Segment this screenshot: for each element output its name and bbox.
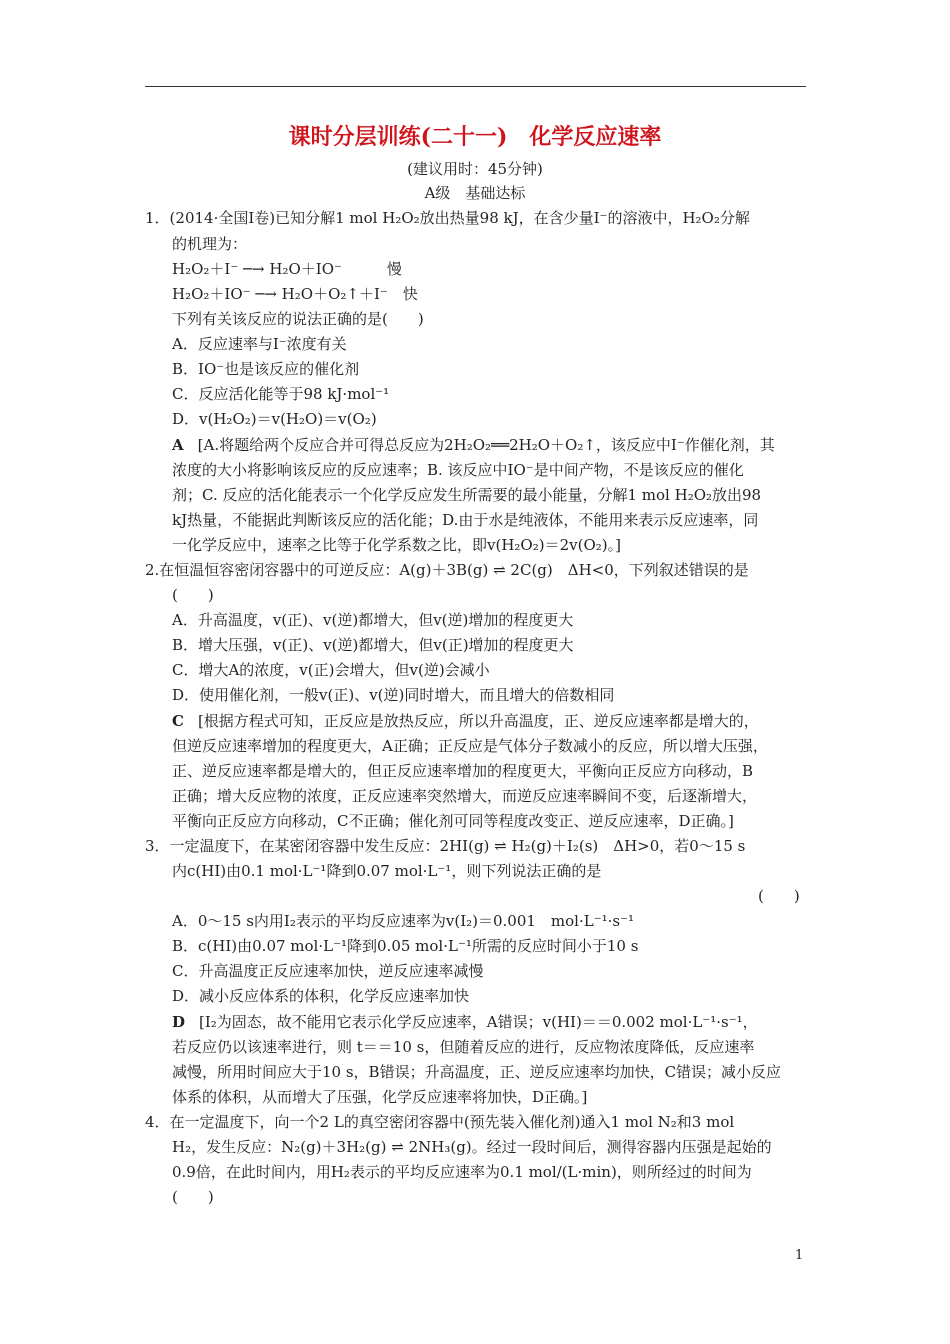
q3-option-c: C．升高温度正反应速率加快，逆反应速率减慢 (172, 962, 484, 980)
q1-option-b: B．IO⁻也是该反应的催化剂 (172, 360, 360, 378)
q1-explanation-line4: kJ热量，不能据此判断该反应的活化能；D.由于水是纯液体，不能用来表示反应速率，同 (172, 511, 759, 529)
q1-stem-line1: 1．(2014·全国Ⅰ卷)已知分解1 mol H₂O₂放出热量98 kJ，在含少量I⁻的溶液中，H₂O₂分解 (145, 209, 750, 227)
q3-stem-line2: 内c(HI)由0.1 mol·L⁻¹降到0.07 mol·L⁻¹，则下列说法正确的是 (172, 862, 602, 880)
q3-option-d: D．减小反应体系的体积，化学反应速率加快 (172, 987, 470, 1005)
q3-stem-line1: 3．一定温度下，在某密闭容器中发生反应：2HI(g) ⇌ H₂(g)＋I₂(s) ΔH>0，若0～15 s (145, 837, 746, 855)
q2-option-a: A．升高温度，v(正)、v(逆)都增大，但v(逆)增加的程度更大 (172, 611, 574, 629)
q1-explanation-line1: A [A.将题给两个反应合并可得总反应为2H₂O₂══2H₂O＋O₂↑，该反应中I⁻作催化剂，其 (172, 436, 775, 454)
q1-option-d: D．v(H₂O₂)＝v(H₂O)＝v(O₂) (172, 410, 377, 428)
q1-stem-line2: 的机理为： (172, 235, 248, 253)
q2-option-b: B．增大压强，v(正)、v(逆)都增大，但v(正)增加的程度更大 (172, 636, 574, 654)
q3-option-a: A．0～15 s内用I₂表示的平均反应速率为v(I₂)＝0.001 mol·L⁻¹·s⁻¹ (172, 912, 635, 930)
top-rule (145, 86, 806, 87)
q2-stem-line2: ( ) (172, 586, 214, 604)
q2-explanation-line1: C [根据方程式可知，正反应是放热反应，所以升高温度，正、逆反应速率都是增大的， (172, 712, 759, 730)
q1-explanation-line2: 浓度的大小将影响该反应的反应速率；B. 该反应中IO⁻是中间产物，不是该反应的催化 (172, 461, 744, 479)
q2-explanation-line4: 正确；增大反应物的浓度，正反应速率突然增大，而逆反应速率瞬间不变，后逐渐增大， (172, 787, 758, 805)
q1-explanation-line5: 一化学反应中，速率之比等于化学系数之比，即v(H₂O₂)＝2v(O₂)。] (172, 536, 621, 554)
page-number: 1 (795, 1248, 804, 1263)
q2-explanation-line3: 正、逆反应速率都是增大的，但正反应速率增加的程度更大，平衡向正反应方向移动，B (172, 762, 754, 780)
q1-explanation-line3: 剂；C. 反应的活化能表示一个化学反应发生所需要的最小能量，分解1 mol H₂O₂放出98 (172, 486, 762, 504)
q2-explanation-line5: 平衡向正反应方向移动，C不正确；催化剂可同等程度改变正、逆反应速率，D正确。] (172, 812, 734, 830)
q2-option-c: C．增大A的浓度，v(正)会增大，但v(逆)会减小 (172, 661, 490, 679)
q4-stem-line4: ( ) (172, 1188, 214, 1206)
q4-stem-line2: H₂，发生反应：N₂(g)＋3H₂(g) ⇌ 2NH₃(g)。经过一段时间后，测得容器内压强是起始的 (172, 1138, 772, 1156)
q2-option-d: D．使用催化剂，一般v(正)、v(逆)同时增大，而且增大的倍数相同 (172, 686, 615, 704)
q3-explanation-line2: 若反应仍以该速率进行，则 t＝＝10 s，但随着反应的进行，反应物浓度降低，反应速率 (172, 1038, 755, 1056)
q3-answer-bracket: ( ) (758, 887, 800, 905)
page-title: 课时分层训练(二十一) 化学反应速率 (288, 124, 662, 150)
q2-answer: C (172, 712, 184, 730)
q4-stem-line1: 4．在一定温度下，向一个2 L的真空密闭容器中(预先装入催化剂)通入1 mol N₂和3 mol (145, 1113, 735, 1131)
q4-stem-line3: 0.9倍，在此时间内，用H₂表示的平均反应速率为0.1 mol/(L·min)，则所经过的时间为 (172, 1163, 752, 1181)
q1-equation-1: H₂O₂＋I⁻ ─→ H₂O＋IO⁻ 慢 (172, 260, 402, 278)
q3-explanation-line4: 体系的体积，从而增大了压强，化学反应速率将加快，D正确。] (172, 1088, 588, 1106)
q3-explanation-line3: 减慢，所用时间应大于10 s，B错误；升高温度，正、逆反应速率均加快，C错误；减小反应 (172, 1063, 782, 1081)
q3-option-b: B．c(HI)由0.07 mol·L⁻¹降到0.05 mol·L⁻¹所需的反应时间小于10 s (172, 937, 639, 955)
q3-answer: D (172, 1013, 186, 1031)
q1-answer: A (172, 436, 184, 454)
q1-equation-2: H₂O₂＋IO⁻ ─→ H₂O＋O₂↑＋I⁻ 快 (172, 285, 418, 303)
q1-prompt: 下列有关该反应的说法正确的是( ) (172, 310, 424, 328)
q2-stem-line1: 2.在恒温恒容密闭容器中的可逆反应：A(g)＋3B(g) ⇌ 2C(g) ΔH<0，下列叙述错误的是 (145, 561, 749, 579)
section-level: A级 基础达标 (424, 184, 526, 202)
q3-explanation-line1: D [I₂为固态，故不能用它表示化学反应速率，A错误；v(HI)＝＝0.002 mol·L⁻¹·s⁻¹， (172, 1013, 758, 1031)
q1-option-a: A．反应速率与I⁻浓度有关 (172, 335, 347, 353)
q1-option-c: C．反应活化能等于98 kJ·mol⁻¹ (172, 385, 390, 403)
q2-explanation-line2: 但逆反应速率增加的程度更大，A正确；正反应是气体分子数减小的反应，所以增大压强， (172, 737, 768, 755)
page-subtitle: (建议用时：45分钟) (407, 160, 543, 178)
